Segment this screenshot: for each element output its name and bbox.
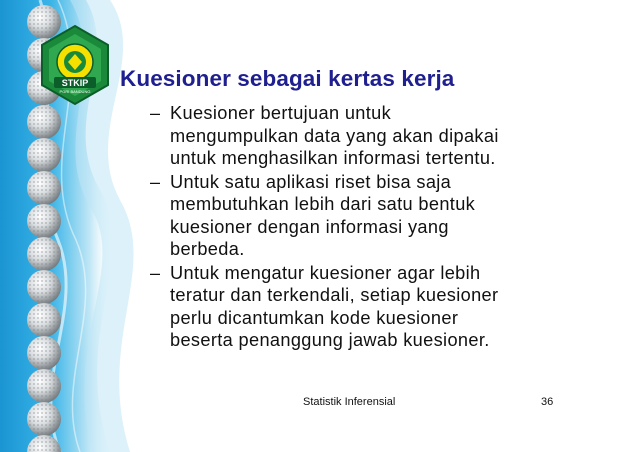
bullet-line: teratur dan terkendali, setiap kuesioner [170,285,499,305]
bullet-line: berbeda. [170,239,245,259]
bullet-item [150,262,570,352]
bullet-dash: – [150,171,161,192]
bullet-line: beserta penanggung jawab kuesioner. [170,330,490,350]
bullet-line: untuk menghasilkan informasi tertentu. [170,148,496,168]
bullet-dash: – [150,103,161,123]
logo-subtext: PGRI BANDUNG [59,89,91,94]
bullet-line: membutuhkan lebih dari satu bentuk [170,194,476,214]
bullet-line: perlu dicantumkan kode kuesioner [170,307,459,328]
bullet-list [150,102,570,353]
bullet-dash: – [150,262,161,283]
stkip-logo [34,24,116,106]
bullet-line: kuesioner dengan informasi yang [170,216,449,237]
bullet-item [150,102,570,170]
footer-title: Statistik Inferensial [303,396,396,408]
bullet-line: Untuk mengatur kuesioner agar lebih [170,262,481,283]
bullet-item [150,171,570,261]
logo-text: STKIP [61,78,89,88]
slide-title: Kuesioner sebagai kertas kerja [120,66,455,91]
bullet-line: Untuk satu aplikasi riset bisa saja [170,171,452,192]
page-number: 36 [541,396,554,408]
bullet-line: Kuesioner bertujuan untuk [170,103,392,123]
bullet-line: mengumpulkan data yang akan dipakai [170,125,499,146]
